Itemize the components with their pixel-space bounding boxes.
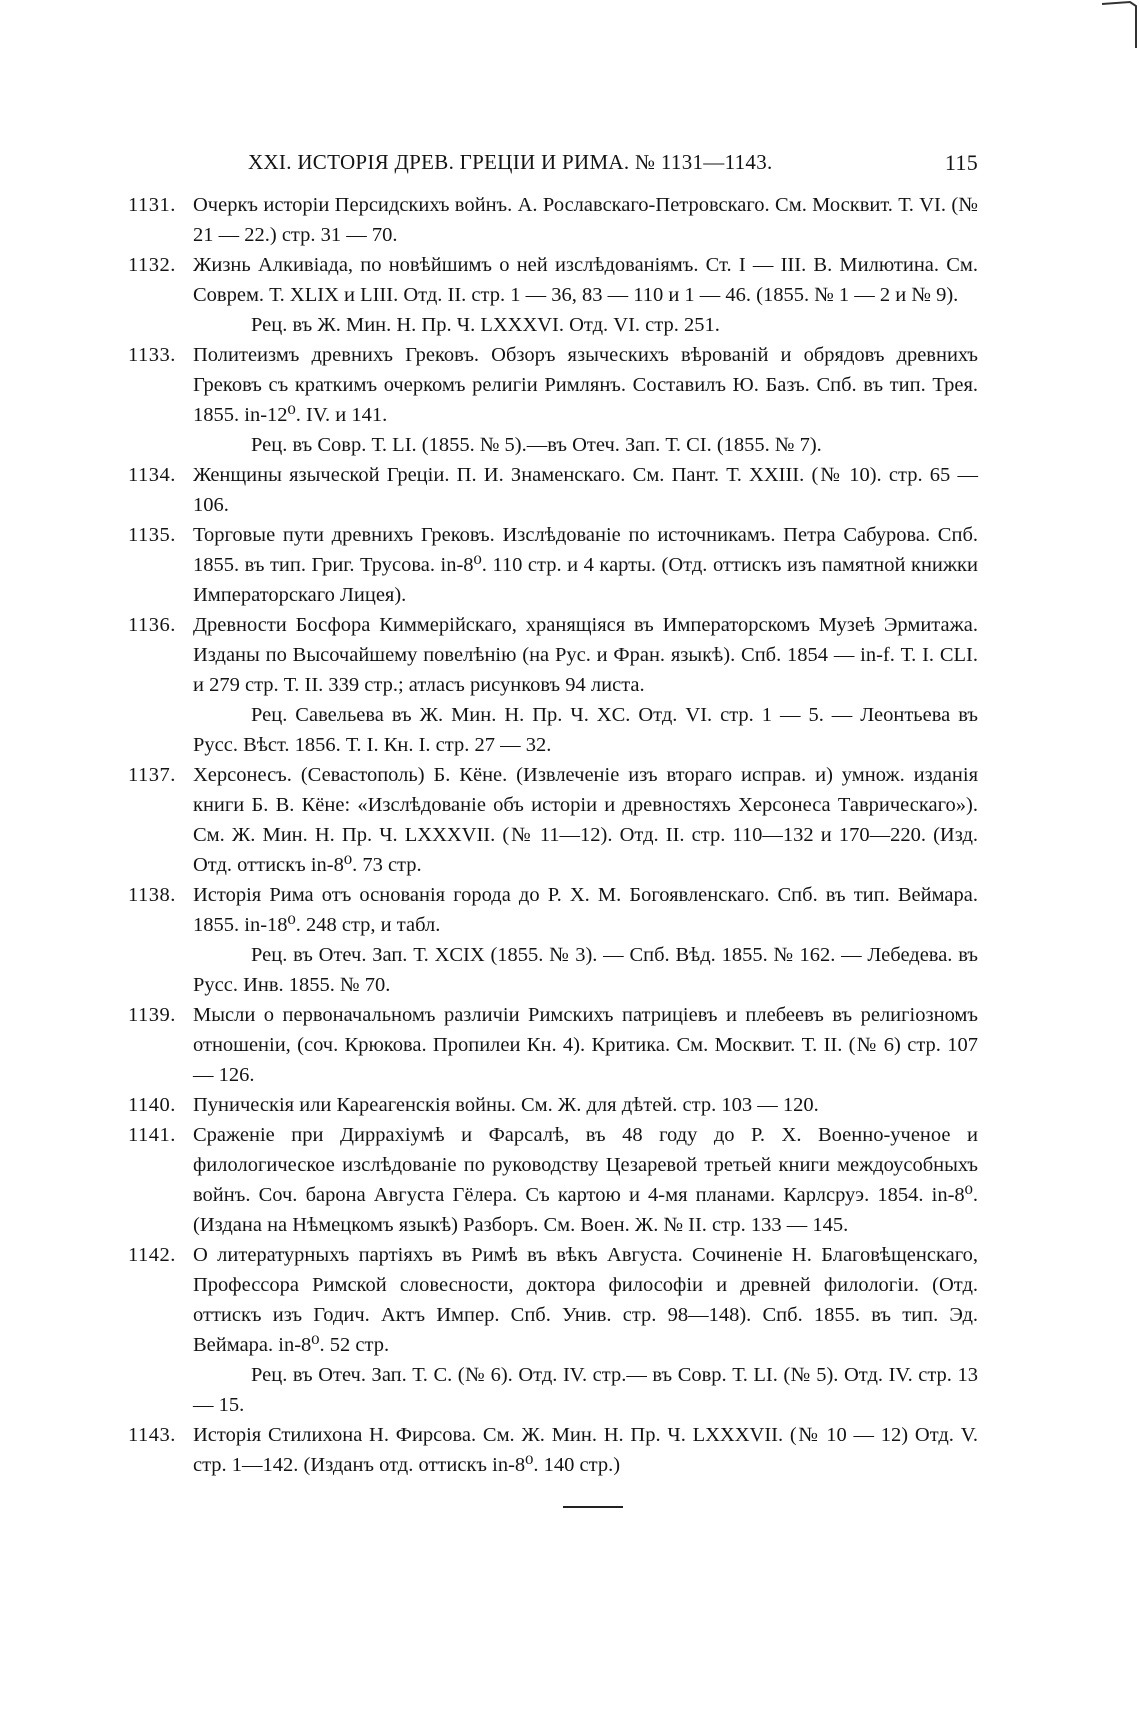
entry-number: 1136. bbox=[128, 614, 176, 636]
bibliography-entry bbox=[128, 520, 978, 610]
entry-body bbox=[128, 1420, 978, 1480]
entry-review: Рец. въ Отеч. Зап. Т. XCIX (1855. № 3). — Спб. Вѣд. 1855. № 162. — Лебедева. въ Русс. Инв. 1855. № 70. bbox=[193, 944, 978, 996]
entry-review: Рец. въ Ж. Мин. Н. Пр. Ч. LXXXVI. Отд. VI. стр. 251. bbox=[251, 314, 720, 336]
entry-text: Жизнь Алкивіада, по новѣйшимъ о ней изслѣдованіямъ. Ст. I — III. В. Милютина. См. Соврем. Т. XLIX и LIII. Отд. II. стр. 1 — 36, 83 — 110 и 1 — 46. (1855. № 1 — 2 и № 9). bbox=[193, 254, 978, 306]
entry-number: 1133. bbox=[128, 344, 176, 366]
running-head bbox=[128, 150, 978, 182]
bibliography-entry bbox=[128, 190, 978, 250]
entry-review: Рец. въ Отеч. Зап. Т. C. (№ 6). Отд. IV. стр.— въ Совр. Т. LI. (№ 5). Отд. IV. стр. 13 — 15. bbox=[193, 1364, 978, 1416]
bibliography-entry bbox=[128, 340, 978, 460]
bibliography-entry bbox=[128, 1420, 978, 1480]
entry-body bbox=[128, 760, 978, 880]
entry-text: Исторія Стилихона Н. Фирсова. См. Ж. Мин. Н. Пр. Ч. LXXXVII. (№ 10 — 12) Отд. V. стр. 1—142. (Изданъ отд. оттискъ in-8⁰. 140 стр.) bbox=[193, 1424, 978, 1476]
bibliography-entry bbox=[128, 1120, 978, 1240]
entry-body bbox=[128, 340, 978, 430]
entry-text: Очеркъ исторіи Персидскихъ войнъ. А. Рославскаго-Петровскаго. См. Москвит. Т. VI. (№ 21 — 22.) стр. 31 — 70. bbox=[193, 194, 978, 246]
entry-number: 1140. bbox=[128, 1094, 176, 1116]
bibliography-list bbox=[128, 190, 978, 1480]
entry-text: Мысли о первоначальномъ различіи Римскихъ патриціевъ и плебеевъ въ религіозномъ отношеніи, (соч. Крюкова. Пропилеи Кн. 4). Критика. См. Москвит. Т. II. (№ 6) стр. 107 — 126. bbox=[193, 1004, 978, 1086]
entry-text: Женщины языческой Греціи. П. И. Знаменскаго. См. Пант. Т. XXIII. (№ 10). стр. 65 — 106. bbox=[193, 464, 978, 516]
page-corner-mark bbox=[1100, 0, 1140, 50]
entry-number: 1132. bbox=[128, 254, 176, 276]
entry-review: Рец. Савельева въ Ж. Мин. Н. Пр. Ч. XC. Отд. VI. стр. 1 — 5. — Леонтьева въ Русс. Вѣст. 1856. Т. I. Кн. I. стр. 27 — 32. bbox=[193, 704, 978, 756]
entry-body bbox=[128, 1090, 978, 1120]
entry-body bbox=[128, 1120, 978, 1240]
entry-body bbox=[128, 190, 978, 250]
entry-text: Древности Босфора Киммерійскаго, хранящіяся въ Императорскомъ Музеѣ Эрмитажа. Изданы по Высочайшему повелѣнію (на Рус. и Фран. языкѣ). Спб. 1854 — in-f. Т. I. CLI. и 279 стр. Т. II. 339 стр.; атласъ рисунковъ 94 листа. bbox=[193, 614, 978, 696]
bibliography-entry bbox=[128, 760, 978, 880]
entry-body bbox=[128, 1240, 978, 1360]
bibliography-entry bbox=[128, 1000, 978, 1090]
entry-body bbox=[128, 250, 978, 310]
bibliography-entry bbox=[128, 880, 978, 1000]
entry-text: О литературныхъ партіяхъ въ Римѣ въ вѣкъ Августа. Сочиненіе Н. Благовѣщенскаго, Профессора Римской словесности, доктора философіи и древней филологіи. (Отд. оттискъ изъ Годич. Актъ Импер. Спб. Унив. стр. 98—148). Спб. 1855. въ тип. Эд. Веймара. in-8⁰. 52 стр. bbox=[193, 1244, 978, 1356]
bibliography-entry bbox=[128, 460, 978, 520]
bibliography-entry bbox=[128, 250, 978, 340]
entry-text: Торговые пути древнихъ Грековъ. Изслѣдованіе по источникамъ. Петра Сабурова. Спб. 1855. въ тип. Григ. Трусова. in-8⁰. 110 стр. и 4 карты. (Отд. оттискъ изъ памятной книжки Императорскаго Лицея). bbox=[193, 524, 978, 606]
entry-number: 1143. bbox=[128, 1424, 176, 1446]
entry-text: Пуническія или Кареагенскія войны. См. Ж. для дѣтей. стр. 103 — 120. bbox=[193, 1094, 819, 1116]
entry-number: 1135. bbox=[128, 524, 176, 546]
entry-body bbox=[128, 460, 978, 520]
page-number: 115 bbox=[944, 150, 978, 175]
entry-text: Сраженіе при Диррахіумѣ и Фарсалѣ, въ 48 году до Р. Х. Военно-ученое и филологическое изслѣдованіе по руководству Цезаревой третьей книги междоусобныхъ войнъ. Соч. барона Августа Гёлера. Съ картою и 4-мя планами. Карлсруэ. 1854. in-8⁰. (Издана на Нѣмецкомъ языкѣ) Разборъ. См. Воен. Ж. № II. стр. 133 — 145. bbox=[193, 1124, 978, 1236]
entry-number: 1138. bbox=[128, 884, 176, 906]
bibliography-entry bbox=[128, 1240, 978, 1420]
bibliography-entry bbox=[128, 610, 978, 760]
bibliography-entry bbox=[128, 1090, 978, 1120]
entry-body bbox=[128, 520, 978, 610]
entry-body bbox=[128, 610, 978, 700]
entry-text: Херсонесъ. (Севастополь) Б. Кёне. (Извлеченіе изъ втораго исправ. и) умнож. изданія книги Б. В. Кёне: «Изслѣдованіе объ исторіи и древностяхъ Херсонеса Таврическаго»). См. Ж. Мин. Н. Пр. Ч. LXXXVII. (№ 11—12). Отд. II. стр. 110—132 и 170—220. (Изд. Отд. оттискъ in-8⁰. 73 стр. bbox=[193, 764, 978, 876]
entry-number: 1137. bbox=[128, 764, 176, 786]
entry-number: 1141. bbox=[128, 1124, 176, 1146]
book-page bbox=[128, 150, 978, 1508]
entry-number: 1134. bbox=[128, 464, 176, 486]
entry-body bbox=[128, 1000, 978, 1090]
entry-review: Рец. въ Совр. Т. LI. (1855. № 5).—въ Отеч. Зап. Т. CI. (1855. № 7). bbox=[251, 434, 822, 456]
entry-number: 1139. bbox=[128, 1004, 176, 1026]
entry-body bbox=[128, 880, 978, 940]
running-head-title: XXI. ИСТОРІЯ ДРЕВ. ГРЕЦІИ И РИМА. № 1131—1143. bbox=[248, 150, 773, 174]
end-rule bbox=[563, 1506, 623, 1508]
entry-number: 1131. bbox=[128, 194, 176, 216]
entry-number: 1142. bbox=[128, 1244, 176, 1266]
entry-text: Исторія Рима отъ основанія города до Р. Х. М. Богоявленскаго. Спб. въ тип. Веймара. 1855. in-18⁰. 248 стр, и табл. bbox=[193, 884, 978, 936]
entry-text: Политеизмъ древнихъ Грековъ. Обзоръ языческихъ вѣрованій и обрядовъ древнихъ Грековъ съ краткимъ очеркомъ религіи Римлянъ. Составилъ Ю. Базъ. Спб. въ тип. Трея. 1855. in-12⁰. IV. и 141. bbox=[193, 344, 978, 426]
